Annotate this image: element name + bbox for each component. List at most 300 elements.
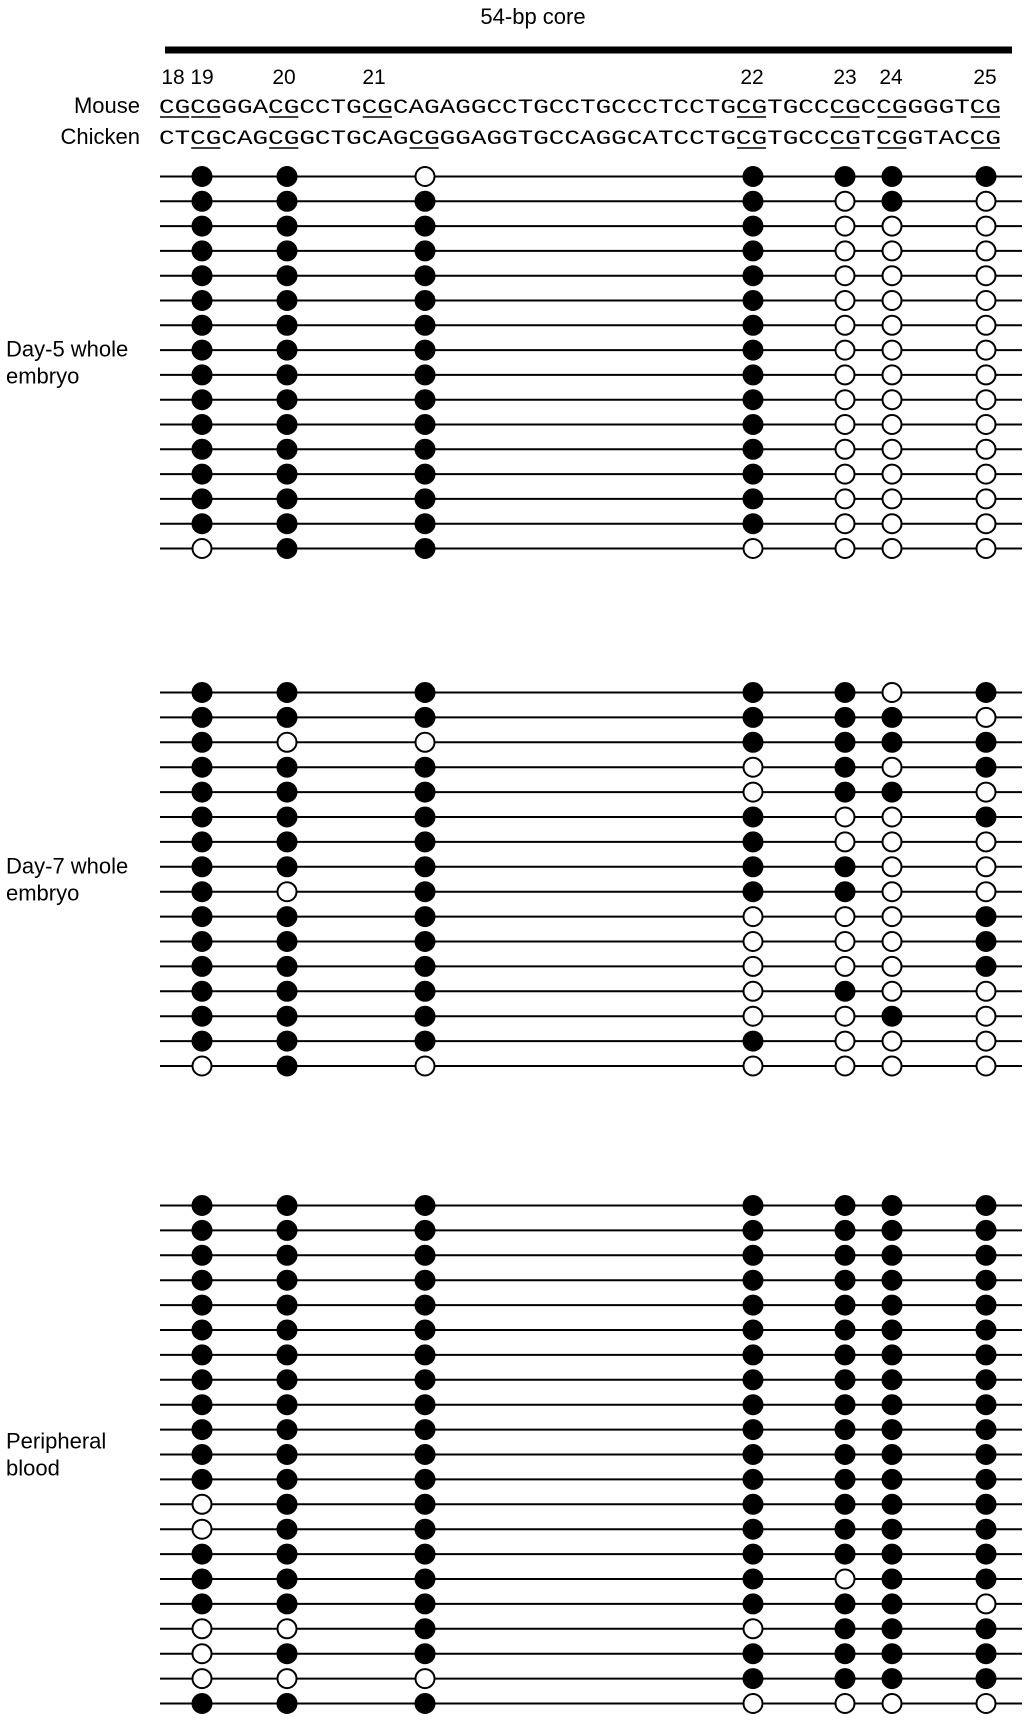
methylated-cpg	[193, 514, 212, 533]
unmethylated-cpg	[977, 241, 996, 260]
methylated-cpg	[278, 683, 297, 702]
methylated-cpg	[416, 1470, 435, 1489]
methylated-cpg	[193, 341, 212, 360]
mouse-sequence: CGCGGGACGCCTGCGCAGAGGCCTGCCTGCCCTCCTGCGTGCCCGCCGGGGTCG	[159, 97, 1001, 120]
methylated-cpg	[744, 1221, 763, 1240]
clone-row	[160, 440, 1022, 459]
methylated-cpg	[836, 783, 855, 802]
unmethylated-cpg	[977, 539, 996, 558]
methylated-cpg	[416, 316, 435, 335]
clone-row	[160, 192, 1022, 211]
unmethylated-cpg	[193, 1495, 212, 1514]
methylated-cpg	[193, 733, 212, 752]
methylated-cpg	[883, 1296, 902, 1315]
methylated-cpg	[836, 683, 855, 702]
methylated-cpg	[193, 217, 212, 236]
methylated-cpg	[883, 1470, 902, 1489]
unmethylated-cpg	[977, 465, 996, 484]
methylated-cpg	[416, 291, 435, 310]
unmethylated-cpg	[883, 832, 902, 851]
methylated-cpg	[416, 1196, 435, 1215]
methylated-cpg	[193, 1032, 212, 1051]
methylated-cpg	[193, 167, 212, 186]
clone-row	[160, 1221, 1022, 1240]
methylated-cpg	[278, 365, 297, 384]
clone-row	[160, 758, 1022, 777]
unmethylated-cpg	[278, 1669, 297, 1688]
clone-row	[160, 1445, 1022, 1464]
chicken-sequence: CTCGCAGCGGCTGCAGCGGGAGGTGCCAGGCATCCTGCGTGCCCGTCGGTACCG	[159, 128, 1001, 151]
unmethylated-cpg	[836, 957, 855, 976]
methylated-cpg	[977, 1395, 996, 1414]
chicken-label: Chicken	[60, 124, 140, 149]
methylated-cpg	[416, 1395, 435, 1414]
methylated-cpg	[744, 415, 763, 434]
methylated-cpg	[744, 1395, 763, 1414]
unmethylated-cpg	[836, 1032, 855, 1051]
unmethylated-cpg	[416, 1057, 435, 1076]
unmethylated-cpg	[193, 539, 212, 558]
unmethylated-cpg	[416, 1669, 435, 1688]
methylated-cpg	[744, 1520, 763, 1539]
unmethylated-cpg	[883, 291, 902, 310]
methylated-cpg	[744, 1669, 763, 1688]
unmethylated-cpg	[836, 465, 855, 484]
methylated-cpg	[744, 341, 763, 360]
methylated-cpg	[883, 1345, 902, 1364]
unmethylated-cpg	[977, 982, 996, 1001]
unmethylated-cpg	[836, 514, 855, 533]
clone-row	[160, 857, 1022, 876]
methylated-cpg	[193, 1570, 212, 1589]
methylated-cpg	[836, 1644, 855, 1663]
methylated-cpg	[278, 1420, 297, 1439]
methylated-cpg	[278, 1495, 297, 1514]
unmethylated-cpg	[193, 1619, 212, 1638]
group-1	[6, 167, 1022, 558]
methylated-cpg	[836, 1470, 855, 1489]
unmethylated-cpg	[977, 217, 996, 236]
methylated-cpg	[977, 932, 996, 951]
methylated-cpg	[278, 758, 297, 777]
unmethylated-cpg	[883, 341, 902, 360]
methylated-cpg	[883, 1221, 902, 1240]
methylated-cpg	[193, 1007, 212, 1026]
methylated-cpg	[416, 882, 435, 901]
group-label: Peripheral	[6, 1428, 107, 1454]
methylated-cpg	[278, 266, 297, 285]
methylated-cpg	[193, 957, 212, 976]
group-3	[6, 1196, 1022, 1713]
unmethylated-cpg	[744, 1057, 763, 1076]
unmethylated-cpg	[416, 733, 435, 752]
methylated-cpg	[883, 1271, 902, 1290]
unmethylated-cpg	[883, 539, 902, 558]
unmethylated-cpg	[883, 982, 902, 1001]
unmethylated-cpg	[836, 217, 855, 236]
clone-row	[160, 683, 1022, 702]
methylated-cpg	[416, 1495, 435, 1514]
methylated-cpg	[416, 365, 435, 384]
methylated-cpg	[977, 1296, 996, 1315]
methylated-cpg	[977, 1271, 996, 1290]
unmethylated-cpg	[836, 390, 855, 409]
unmethylated-cpg	[744, 783, 763, 802]
clone-row	[160, 982, 1022, 1001]
methylated-cpg	[193, 1395, 212, 1414]
methylated-cpg	[744, 1032, 763, 1051]
methylated-cpg	[193, 1694, 212, 1713]
methylated-cpg	[416, 808, 435, 827]
methylated-cpg	[416, 982, 435, 1001]
methylated-cpg	[278, 489, 297, 508]
unmethylated-cpg	[883, 857, 902, 876]
clone-row	[160, 217, 1022, 236]
clone-row	[160, 1271, 1022, 1290]
unmethylated-cpg	[836, 1057, 855, 1076]
unmethylated-cpg	[193, 1520, 212, 1539]
cpg-number-20: 20	[272, 66, 296, 89]
methylated-cpg	[836, 1196, 855, 1215]
methylated-cpg	[416, 1321, 435, 1340]
methylated-cpg	[836, 1445, 855, 1464]
clone-row	[160, 167, 1022, 186]
unmethylated-cpg	[836, 1007, 855, 1026]
methylated-cpg	[977, 1470, 996, 1489]
methylated-cpg	[278, 1694, 297, 1713]
methylated-cpg	[278, 241, 297, 260]
methylated-cpg	[883, 167, 902, 186]
methylated-cpg	[416, 1445, 435, 1464]
methylated-cpg	[278, 1570, 297, 1589]
unmethylated-cpg	[836, 539, 855, 558]
clone-row	[160, 832, 1022, 851]
methylated-cpg	[278, 1545, 297, 1564]
unmethylated-cpg	[977, 341, 996, 360]
clone-row	[160, 539, 1022, 558]
clone-row	[160, 1395, 1022, 1414]
methylated-cpg	[883, 1370, 902, 1389]
methylated-cpg	[977, 808, 996, 827]
unmethylated-cpg	[883, 1057, 902, 1076]
methylated-cpg	[278, 932, 297, 951]
methylated-cpg	[278, 415, 297, 434]
cpg-number-22: 22	[740, 66, 764, 89]
methylated-cpg	[883, 1321, 902, 1340]
clone-row	[160, 1321, 1022, 1340]
methylated-cpg	[278, 1221, 297, 1240]
methylated-cpg	[744, 1345, 763, 1364]
unmethylated-cpg	[278, 733, 297, 752]
methylated-cpg	[977, 1570, 996, 1589]
methylated-cpg	[744, 1644, 763, 1663]
clone-row	[160, 808, 1022, 827]
unmethylated-cpg	[744, 1007, 763, 1026]
unmethylated-cpg	[883, 390, 902, 409]
unmethylated-cpg	[883, 758, 902, 777]
methylated-cpg	[883, 1619, 902, 1638]
methylated-cpg	[744, 167, 763, 186]
methylated-cpg	[193, 683, 212, 702]
methylated-cpg	[744, 365, 763, 384]
methylated-cpg	[836, 1345, 855, 1364]
unmethylated-cpg	[883, 808, 902, 827]
methylated-cpg	[278, 808, 297, 827]
unmethylated-cpg	[977, 783, 996, 802]
unmethylated-cpg	[883, 465, 902, 484]
methylated-cpg	[193, 832, 212, 851]
unmethylated-cpg	[883, 365, 902, 384]
methylated-cpg	[977, 1246, 996, 1265]
clone-row	[160, 1032, 1022, 1051]
methylated-cpg	[278, 167, 297, 186]
methylated-cpg	[744, 514, 763, 533]
methylated-cpg	[193, 1545, 212, 1564]
methylated-cpg	[416, 465, 435, 484]
methylated-cpg	[744, 733, 763, 752]
methylated-cpg	[278, 390, 297, 409]
clone-row	[160, 514, 1022, 533]
unmethylated-cpg	[883, 316, 902, 335]
methylated-cpg	[836, 1221, 855, 1240]
methylated-cpg	[836, 857, 855, 876]
methylated-cpg	[193, 365, 212, 384]
unmethylated-cpg	[883, 489, 902, 508]
clone-row	[160, 932, 1022, 951]
methylated-cpg	[883, 1545, 902, 1564]
clone-row	[160, 1057, 1022, 1076]
unmethylated-cpg	[193, 1669, 212, 1688]
unmethylated-cpg	[836, 415, 855, 434]
methylated-cpg	[278, 1032, 297, 1051]
methylated-cpg	[836, 758, 855, 777]
methylated-cpg	[744, 1445, 763, 1464]
unmethylated-cpg	[836, 241, 855, 260]
methylated-cpg	[278, 1594, 297, 1613]
methylated-cpg	[744, 489, 763, 508]
methylated-cpg	[977, 733, 996, 752]
unmethylated-cpg	[193, 1644, 212, 1663]
methylated-cpg	[416, 907, 435, 926]
unmethylated-cpg	[744, 1694, 763, 1713]
methylated-cpg	[744, 217, 763, 236]
cpg-number-18: 18	[161, 66, 185, 89]
methylated-cpg	[193, 982, 212, 1001]
methylated-cpg	[744, 708, 763, 727]
methylated-cpg	[416, 390, 435, 409]
methylated-cpg	[883, 708, 902, 727]
methylated-cpg	[416, 1032, 435, 1051]
unmethylated-cpg	[744, 539, 763, 558]
methylated-cpg	[977, 1370, 996, 1389]
clone-row	[160, 415, 1022, 434]
methylated-cpg	[193, 1470, 212, 1489]
cpg-site-numbers	[161, 66, 996, 89]
methylated-cpg	[836, 1296, 855, 1315]
clone-row	[160, 1246, 1022, 1265]
methylated-cpg	[416, 783, 435, 802]
methylated-cpg	[744, 1495, 763, 1514]
methylated-cpg	[416, 1694, 435, 1713]
unmethylated-cpg	[883, 440, 902, 459]
methylated-cpg	[977, 1669, 996, 1688]
methylated-cpg	[193, 1221, 212, 1240]
methylated-cpg	[836, 708, 855, 727]
methylated-cpg	[416, 932, 435, 951]
methylated-cpg	[744, 316, 763, 335]
clone-row	[160, 1644, 1022, 1663]
unmethylated-cpg	[977, 266, 996, 285]
unmethylated-cpg	[836, 291, 855, 310]
methylated-cpg	[278, 1470, 297, 1489]
unmethylated-cpg	[977, 1057, 996, 1076]
unmethylated-cpg	[836, 266, 855, 285]
methylated-cpg	[193, 1321, 212, 1340]
sample-groups	[6, 167, 1022, 1713]
methylated-cpg	[416, 341, 435, 360]
cpg-number-19: 19	[190, 66, 214, 89]
methylated-cpg	[836, 1545, 855, 1564]
unmethylated-cpg	[977, 1594, 996, 1613]
methylated-cpg	[744, 465, 763, 484]
methylated-cpg	[416, 217, 435, 236]
methylated-cpg	[193, 783, 212, 802]
clone-row	[160, 1296, 1022, 1315]
methylated-cpg	[744, 1370, 763, 1389]
methylated-cpg	[977, 758, 996, 777]
methylated-cpg	[977, 1495, 996, 1514]
unmethylated-cpg	[836, 808, 855, 827]
unmethylated-cpg	[883, 1694, 902, 1713]
clone-row	[160, 365, 1022, 384]
methylated-cpg	[836, 1495, 855, 1514]
methylated-cpg	[193, 1445, 212, 1464]
clone-row	[160, 1196, 1022, 1215]
methylated-cpg	[836, 882, 855, 901]
unmethylated-cpg	[836, 341, 855, 360]
methylated-cpg	[416, 1545, 435, 1564]
methylated-cpg	[744, 1570, 763, 1589]
methylated-cpg	[977, 1221, 996, 1240]
methylated-cpg	[193, 708, 212, 727]
methylated-cpg	[278, 783, 297, 802]
unmethylated-cpg	[977, 415, 996, 434]
unmethylated-cpg	[193, 1057, 212, 1076]
methylated-cpg	[883, 783, 902, 802]
core-label: 54-bp core	[480, 4, 586, 29]
methylated-cpg	[977, 907, 996, 926]
methylated-cpg	[278, 1321, 297, 1340]
clone-row	[160, 1345, 1022, 1364]
methylated-cpg	[278, 1345, 297, 1364]
methylated-cpg	[278, 291, 297, 310]
unmethylated-cpg	[744, 1619, 763, 1638]
methylated-cpg	[744, 291, 763, 310]
methylated-cpg	[977, 1644, 996, 1663]
unmethylated-cpg	[744, 907, 763, 926]
methylated-cpg	[278, 192, 297, 211]
methylated-cpg	[744, 1594, 763, 1613]
methylated-cpg	[883, 1669, 902, 1688]
clone-row	[160, 1619, 1022, 1638]
methylated-cpg	[278, 1644, 297, 1663]
methylated-cpg	[278, 1445, 297, 1464]
methylated-cpg	[836, 1271, 855, 1290]
unmethylated-cpg	[744, 758, 763, 777]
methylated-cpg	[416, 539, 435, 558]
methylated-cpg	[193, 1420, 212, 1439]
methylated-cpg	[977, 1345, 996, 1364]
methylated-cpg	[977, 1545, 996, 1564]
methylated-cpg	[193, 192, 212, 211]
methylated-cpg	[744, 192, 763, 211]
methylated-cpg	[193, 440, 212, 459]
unmethylated-cpg	[883, 907, 902, 926]
methylated-cpg	[836, 982, 855, 1001]
methylated-cpg	[193, 291, 212, 310]
methylated-cpg	[744, 1271, 763, 1290]
unmethylated-cpg	[977, 390, 996, 409]
methylated-cpg	[278, 1296, 297, 1315]
methylated-cpg	[278, 832, 297, 851]
methylated-cpg	[744, 832, 763, 851]
unmethylated-cpg	[883, 241, 902, 260]
methylated-cpg	[883, 1644, 902, 1663]
clone-row	[160, 465, 1022, 484]
unmethylated-cpg	[883, 932, 902, 951]
methylated-cpg	[193, 415, 212, 434]
methylated-cpg	[883, 1007, 902, 1026]
methylated-cpg	[416, 832, 435, 851]
methylated-cpg	[744, 1296, 763, 1315]
methylated-cpg	[883, 1520, 902, 1539]
unmethylated-cpg	[836, 1570, 855, 1589]
clone-row	[160, 1669, 1022, 1688]
group-2	[6, 683, 1022, 1076]
clone-row	[160, 489, 1022, 508]
clone-row	[160, 1420, 1022, 1439]
methylated-cpg	[977, 1520, 996, 1539]
methylated-cpg	[416, 1570, 435, 1589]
mouse-label: Mouse	[73, 93, 140, 118]
group-label: Day-7 whole	[6, 853, 129, 879]
methylated-cpg	[193, 489, 212, 508]
methylated-cpg	[416, 241, 435, 260]
methylated-cpg	[416, 1345, 435, 1364]
methylated-cpg	[416, 415, 435, 434]
unmethylated-cpg	[977, 1694, 996, 1713]
methylated-cpg	[193, 932, 212, 951]
unmethylated-cpg	[836, 316, 855, 335]
clone-row	[160, 783, 1022, 802]
unmethylated-cpg	[883, 217, 902, 236]
methylated-cpg	[416, 857, 435, 876]
methylated-cpg	[977, 1420, 996, 1439]
methylated-cpg	[977, 957, 996, 976]
methylated-cpg	[278, 1246, 297, 1265]
methylated-cpg	[836, 1395, 855, 1414]
unmethylated-cpg	[836, 192, 855, 211]
methylated-cpg	[836, 1246, 855, 1265]
methylated-cpg	[883, 733, 902, 752]
unmethylated-cpg	[836, 489, 855, 508]
methylated-cpg	[416, 1246, 435, 1265]
clone-row	[160, 708, 1022, 727]
unmethylated-cpg	[977, 514, 996, 533]
methylated-cpg	[883, 1196, 902, 1215]
methylated-cpg	[836, 1594, 855, 1613]
methylated-cpg	[744, 1470, 763, 1489]
